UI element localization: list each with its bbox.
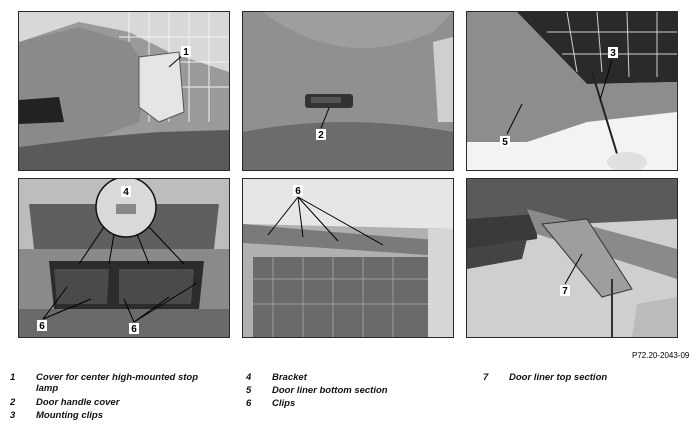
panel-5-illustration xyxy=(243,179,453,337)
legend-text: Door liner top section xyxy=(509,372,608,383)
photo-panel-5 xyxy=(242,178,454,338)
callout-7: 7 xyxy=(562,286,568,297)
legend-text: Clips xyxy=(272,398,296,409)
callout-3: 3 xyxy=(610,48,616,59)
callout-6c: 6 xyxy=(295,186,301,197)
photo-panel-6 xyxy=(466,178,678,338)
legend-number: 3 xyxy=(10,410,16,421)
legend-number: 6 xyxy=(246,398,252,409)
legend-text-line2: lamp xyxy=(36,383,59,394)
legend-text: Bracket xyxy=(272,372,307,383)
legend-number: 5 xyxy=(246,385,252,396)
panel-1-illustration xyxy=(19,12,229,170)
photo-panel-4 xyxy=(18,178,230,338)
legend-text: Cover for center high-mounted stop xyxy=(36,372,199,383)
callout-6b: 6 xyxy=(131,324,137,335)
photo-panel-1 xyxy=(18,11,230,171)
callout-6a: 6 xyxy=(39,321,45,332)
legend-number: 4 xyxy=(246,372,252,383)
legend-number: 7 xyxy=(483,372,489,383)
legend-number: 1 xyxy=(10,372,16,383)
panel-3-illustration xyxy=(467,12,677,170)
legend-text: Mounting clips xyxy=(36,410,104,421)
panel-4-illustration xyxy=(19,179,229,337)
callout-2: 2 xyxy=(318,130,324,141)
legend-number: 2 xyxy=(10,397,16,408)
callout-1: 1 xyxy=(183,47,189,58)
callout-4: 4 xyxy=(123,187,129,198)
figure-reference-code: P72.20-2043-09 xyxy=(632,351,690,360)
panel-6-illustration xyxy=(467,179,677,337)
callout-5: 5 xyxy=(502,137,508,148)
legend-text: Door handle cover xyxy=(36,397,120,408)
legend-text: Door liner bottom section xyxy=(272,385,388,396)
panel-2-illustration xyxy=(243,12,453,170)
photo-panel-3 xyxy=(466,11,678,171)
photo-panel-2 xyxy=(242,11,454,171)
